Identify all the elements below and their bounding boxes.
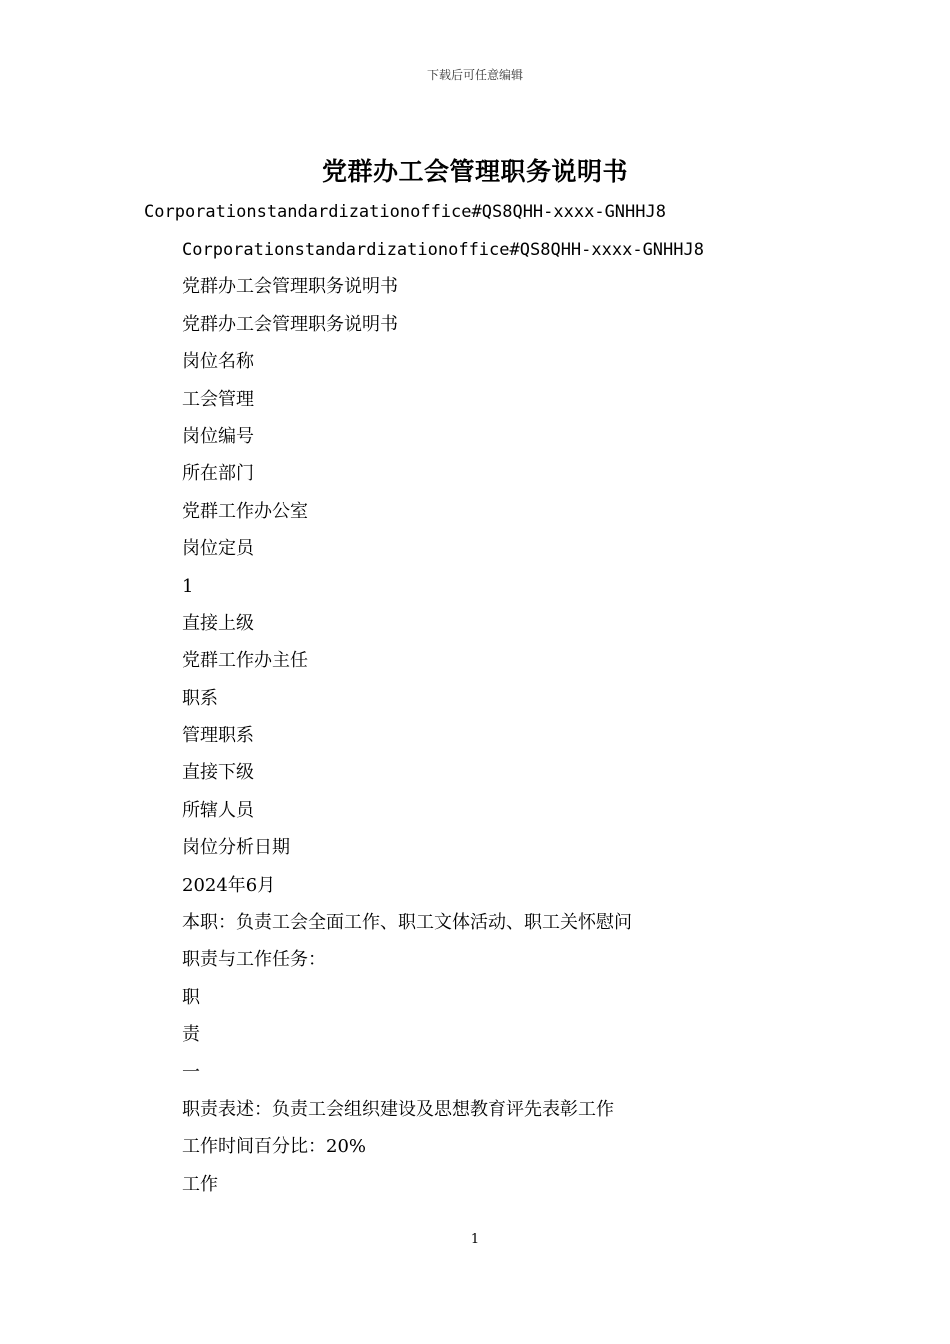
duty-time-percentage: 工作时间百分比：20%: [182, 1136, 367, 1158]
field-label-direct-subordinate: 直接下级: [182, 762, 254, 784]
header-note: 下载后可任意编辑: [426, 68, 523, 82]
field-label-analysis-date: 岗位分析日期: [182, 837, 290, 859]
field-value-position-name: 工会管理: [182, 388, 254, 410]
document-title: 党群办工会管理职务说明书: [321, 157, 628, 186]
duties-heading: 职责与工作任务：: [182, 949, 326, 971]
body-line: 一: [182, 1061, 200, 1083]
body-line: Corporationstandardizationoffice#QS8QHH-xxxx-GNHHJ8: [182, 240, 704, 260]
field-label-department: 所在部门: [182, 463, 254, 485]
body-line: 党群办工会管理职务说明书: [182, 276, 398, 298]
body-line: 责: [182, 1024, 200, 1046]
body-line: 党群办工会管理职务说明书: [182, 313, 398, 335]
field-label-position-name: 岗位名称: [182, 351, 254, 373]
field-label-job-family: 职系: [182, 687, 218, 709]
field-value-analysis-date: 2024年6月: [182, 874, 276, 896]
field-value-headcount: 1: [182, 575, 194, 597]
primary-duty: 本职：负责工会全面工作、职工文体活动、职工关怀慰问: [182, 912, 632, 934]
document-code: Corporationstandardizationoffice#QS8QHH-xxxx-GNHHJ8: [144, 202, 666, 222]
field-label-staff: 所辖人员: [182, 799, 254, 821]
field-label-direct-superior: 直接上级: [182, 612, 254, 634]
field-value-direct-superior: 党群工作办主任: [182, 650, 308, 672]
document-body: [182, 239, 882, 1211]
field-value-department: 党群工作办公室: [182, 500, 308, 522]
page-number: 1: [470, 1232, 480, 1247]
field-value-job-family: 管理职系: [182, 725, 254, 747]
body-line: 职: [182, 986, 200, 1008]
body-line: 工作: [182, 1173, 218, 1195]
duty-description: 职责表述：负责工会组织建设及思想教育评先表彰工作: [182, 1098, 614, 1120]
field-label-headcount: 岗位定员: [182, 538, 254, 560]
field-label-position-code: 岗位编号: [182, 425, 254, 447]
